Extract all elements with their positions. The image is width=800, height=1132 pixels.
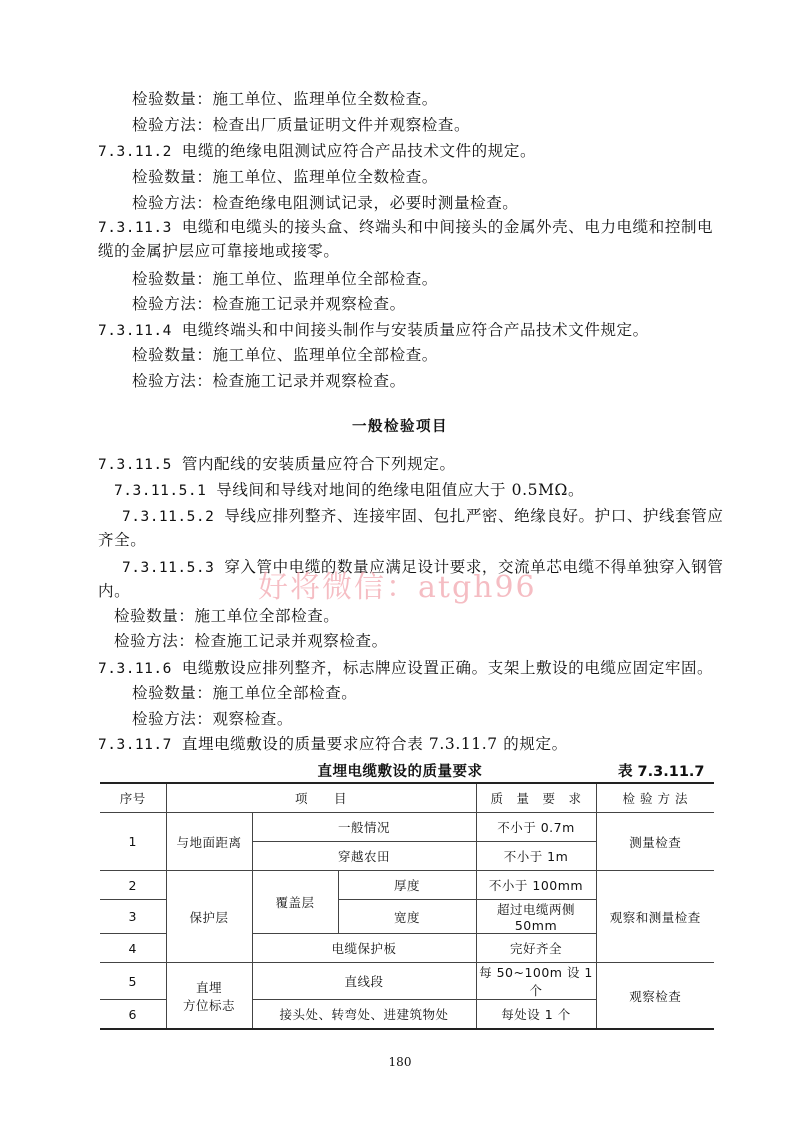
- clause-heading: 7.3.11.7 直埋电缆敷设的质量要求应符合表 7.3.11.7 的规定。: [98, 735, 568, 753]
- clause-number: 7.3.11.5: [98, 457, 172, 473]
- cell-item: 接头处、转弯处、进建筑物处: [252, 1000, 476, 1030]
- table-row: [100, 813, 714, 842]
- paragraph-line: 内。: [98, 582, 131, 600]
- clause-number: 7.3.11.5.3: [122, 560, 215, 576]
- clause-heading: 7.3.11.5.3 穿入管中电缆的数量应满足设计要求，交流单芯电缆不得单独穿入钢管: [122, 558, 724, 576]
- clause-number: 7.3.11.3: [98, 220, 172, 236]
- paragraph-line: 检验方法：检查绝缘电阻测试记录，必要时测量检查。: [132, 194, 519, 212]
- cell-item: 宽度: [338, 900, 476, 934]
- clause-heading: 7.3.11.3 电缆和电缆头的接头盒、终端头和中间接头的金属外壳、电力电缆和控制电: [98, 218, 714, 236]
- header-requirement: 质 量 要 求: [476, 783, 596, 813]
- cell-seq: 4: [100, 934, 166, 963]
- paragraph-line: 检验数量：施工单位、监理单位全数检查。: [132, 90, 438, 108]
- cell-requirement: 不小于 100mm: [476, 871, 596, 900]
- cell-requirement: 不小于 0.7m: [476, 813, 596, 842]
- cell-requirement: 不小于 1m: [476, 842, 596, 871]
- header-method: 检 验 方 法: [596, 783, 714, 813]
- paragraph-line: 检验方法：检查出厂质量证明文件并观察检查。: [132, 116, 471, 134]
- cell-requirement: 每处设 1 个: [476, 1000, 596, 1030]
- table-row: [100, 871, 714, 900]
- cell-seq: 3: [100, 900, 166, 934]
- cell-item: 厚度: [338, 871, 476, 900]
- cell-group: 保护层: [166, 871, 252, 963]
- cell-requirement: 超过电缆两侧 50mm: [476, 900, 596, 934]
- clause-heading: 7.3.11.2 电缆的绝缘电阻测试应符合产品技术文件的规定。: [98, 142, 537, 160]
- clause-number: 7.3.11.2: [98, 144, 172, 160]
- table-title: 直埋电缆敷设的质量要求: [317, 764, 483, 780]
- section-heading: 一般检验项目: [352, 419, 448, 435]
- clause-number: 7.3.11.6: [98, 661, 172, 677]
- paragraph-line: 检验方法：检查施工记录并观察检查。: [132, 295, 406, 313]
- cell-seq: 1: [100, 813, 166, 871]
- watermark: 好将微信：atgh96: [258, 570, 537, 605]
- cell-subgroup: 覆盖层: [252, 871, 338, 934]
- clause-number: 7.3.11.5.2: [122, 509, 215, 525]
- quality-requirements-table: [100, 782, 714, 1030]
- paragraph-line: 检验数量：施工单位、监理单位全部检查。: [132, 346, 438, 364]
- table-header-row: [100, 783, 714, 813]
- clause-heading: 7.3.11.4 电缆终端头和中间接头制作与安装质量应符合产品技术文件规定。: [98, 321, 649, 339]
- paragraph-line: 齐全。: [98, 531, 147, 549]
- cell-requirement: 每 50~100m 设 1 个: [476, 963, 596, 1000]
- paragraph-line: 缆的金属护层应可靠接地或接零。: [98, 242, 340, 260]
- page-number: 180: [388, 1055, 412, 1069]
- cell-group-line: 直埋: [195, 979, 222, 995]
- cell-method: 观察检查: [596, 963, 714, 1030]
- clause-number: 7.3.11.4: [98, 323, 172, 339]
- cell-item: 一般情况: [252, 813, 476, 842]
- cell-item: 直线段: [252, 963, 476, 1000]
- cell-method: 观察和测量检查: [596, 871, 714, 963]
- paragraph-line: 检验方法：检查施工记录并观察检查。: [114, 632, 388, 650]
- cell-seq: 6: [100, 1000, 166, 1030]
- paragraph-line: 检验方法：观察检查。: [132, 710, 294, 728]
- cell-seq: 5: [100, 963, 166, 1000]
- table-number: 表 7.3.11.7: [618, 764, 705, 780]
- clause-heading: 7.3.11.5.1 导线间和导线对地间的绝缘电阻值应大于 0.5MΩ。: [114, 481, 585, 499]
- paragraph-line: 检验数量：施工单位、监理单位全数检查。: [132, 168, 438, 186]
- clause-heading: 7.3.11.5 管内配线的安装质量应符合下列规定。: [98, 455, 456, 473]
- cell-group: [166, 963, 252, 1030]
- header-item: 项 目: [166, 783, 476, 813]
- cell-seq: 2: [100, 871, 166, 900]
- paragraph-line: 检验数量：施工单位全部检查。: [132, 684, 358, 702]
- paragraph-line: 检验数量：施工单位、监理单位全部检查。: [132, 270, 438, 288]
- cell-group: 与地面距离: [166, 813, 252, 871]
- cell-requirement: 完好齐全: [476, 934, 596, 963]
- clause-number: 7.3.11.5.1: [114, 483, 207, 499]
- cell-item: 穿越农田: [252, 842, 476, 871]
- header-seq: 序号: [100, 783, 166, 813]
- clause-heading: 7.3.11.5.2 导线应排列整齐、连接牢固、包扎严密、绝缘良好。护口、护线套管应: [122, 507, 724, 525]
- clause-number: 7.3.11.7: [98, 737, 172, 753]
- paragraph-line: 检验方法：检查施工记录并观察检查。: [132, 372, 406, 390]
- cell-group-line: 方位标志: [182, 997, 235, 1013]
- cell-method: 测量检查: [596, 813, 714, 871]
- cell-item: 电缆保护板: [252, 934, 476, 963]
- table-row: [100, 963, 714, 1000]
- clause-heading: 7.3.11.6 电缆敷设应排列整齐，标志牌应设置正确。支架上敷设的电缆应固定牢固。: [98, 659, 714, 677]
- paragraph-line: 检验数量：施工单位全部检查。: [114, 607, 340, 625]
